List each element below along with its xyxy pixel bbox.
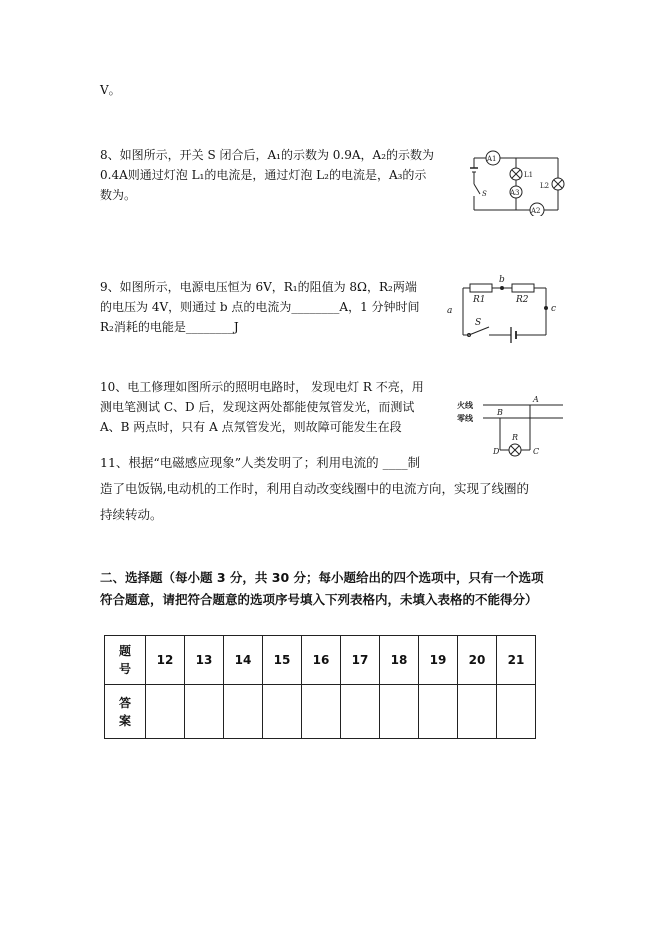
answer-header-char-2: 案 bbox=[118, 713, 131, 728]
section-2-line-1: 二、选择题（每小题 3 分，共 30 分；每小题给出的四个选项中，只有一个选项 bbox=[100, 570, 544, 585]
q9-line-1: 9、如图所示，电源电压恒为 6V，R₁的阻值为 8Ω，R₂两端 bbox=[100, 280, 417, 294]
question-number-cell: 12 bbox=[146, 636, 185, 685]
q9-s-label: S bbox=[475, 318, 482, 328]
answer-cell[interactable] bbox=[497, 685, 536, 739]
answer-table-number-row bbox=[105, 636, 536, 685]
number-header-char-1: 题 bbox=[118, 644, 131, 658]
answer-table-answer-row bbox=[105, 685, 536, 739]
q10-r-label: R bbox=[512, 433, 519, 442]
q11-line-2: 造了电饭锅,电动机的工作时，利用自动改变线圈中的电流方向，实现了线圈的 bbox=[100, 481, 529, 496]
q8-line-2: 0.4A则通过灯泡 L₁的电流是，通过灯泡 L₂的电流是，A₃的示 bbox=[100, 168, 427, 182]
q8-line-1: 8、如图所示，开关 S 闭合后，A₁的示数为 0.9A，A₂的示数为 bbox=[100, 148, 435, 162]
q9-a-label: a bbox=[447, 306, 453, 316]
q8-s-label: S bbox=[482, 190, 487, 198]
q11-line-1: 11、根据“电磁感应现象”人类发明了；利用电流的 ____制 bbox=[100, 455, 421, 470]
answer-header-char-1: 答 bbox=[118, 695, 131, 710]
q10-neutral-wire-label: 零线 bbox=[457, 414, 473, 423]
answer-cell[interactable] bbox=[419, 685, 458, 739]
q8-l1-label: L1 bbox=[524, 171, 534, 179]
answer-header-cell bbox=[105, 685, 146, 739]
q9-b-label: b bbox=[499, 275, 505, 285]
question-number-cell: 15 bbox=[263, 636, 302, 685]
q10-wiring-diagram bbox=[455, 392, 565, 462]
number-header-cell bbox=[105, 636, 146, 685]
q10-live-wire-label: 火线 bbox=[457, 401, 473, 410]
q10-line-3: A、B 两点时，只有 A 点氖管发光，则故障可能发生在段 bbox=[100, 420, 402, 434]
q8-circuit-diagram bbox=[470, 148, 570, 216]
q10-a-label: A bbox=[533, 395, 539, 404]
q9-circuit-diagram bbox=[445, 275, 560, 345]
q8-a2-label: A2 bbox=[531, 207, 541, 215]
question-number-cell: 16 bbox=[302, 636, 341, 685]
answer-cell[interactable] bbox=[341, 685, 380, 739]
q10-line-2: 测电笔测试 C、D 后，发现这两处都能使氖管发光，而测试 bbox=[100, 400, 415, 414]
question-number-cell: 18 bbox=[380, 636, 419, 685]
answer-cell[interactable] bbox=[458, 685, 497, 739]
question-number-cell: 17 bbox=[341, 636, 380, 685]
question-number-cell: 13 bbox=[185, 636, 224, 685]
question-number-cell: 21 bbox=[497, 636, 536, 685]
top-fragment: V。 bbox=[100, 83, 121, 97]
q8-a1-label: A1 bbox=[487, 155, 497, 163]
q9-r2-label: R2 bbox=[516, 295, 529, 305]
q11-line-3: 持续转动。 bbox=[100, 507, 163, 522]
answer-cell[interactable] bbox=[224, 685, 263, 739]
q10-line-1: 10、电工修理如图所示的照明电路时， 发现电灯 R 不亮，用 bbox=[100, 380, 424, 394]
q8-a3-label: A3 bbox=[510, 189, 520, 197]
q9-line-3: R₂消耗的电能是________J bbox=[100, 320, 239, 334]
question-number-cell: 14 bbox=[224, 636, 263, 685]
question-number-cell: 19 bbox=[419, 636, 458, 685]
number-header-char-2: 号 bbox=[118, 662, 131, 676]
q9-c-label: c bbox=[551, 304, 557, 314]
answer-table bbox=[104, 635, 536, 739]
q10-d-label: D bbox=[493, 447, 500, 456]
question-number-cell: 20 bbox=[458, 636, 497, 685]
answer-cell[interactable] bbox=[146, 685, 185, 739]
answer-cell[interactable] bbox=[302, 685, 341, 739]
q9-line-2: 的电压为 4V，则通过 b 点的电流为________A，1 分钟时间 bbox=[100, 300, 420, 314]
q9-r1-label: R1 bbox=[473, 295, 486, 305]
q8-line-3: 数为。 bbox=[100, 188, 137, 202]
section-2-line-2: 符合题意，请把符合题意的选项序号填入下列表格内，未填入表格的不能得分） bbox=[100, 592, 538, 607]
answer-cell[interactable] bbox=[185, 685, 224, 739]
answer-cell[interactable] bbox=[263, 685, 302, 739]
q10-c-label: C bbox=[533, 447, 540, 456]
q10-b-label: B bbox=[497, 408, 503, 417]
q8-l2-label: L2 bbox=[540, 182, 550, 190]
answer-cell[interactable] bbox=[380, 685, 419, 739]
